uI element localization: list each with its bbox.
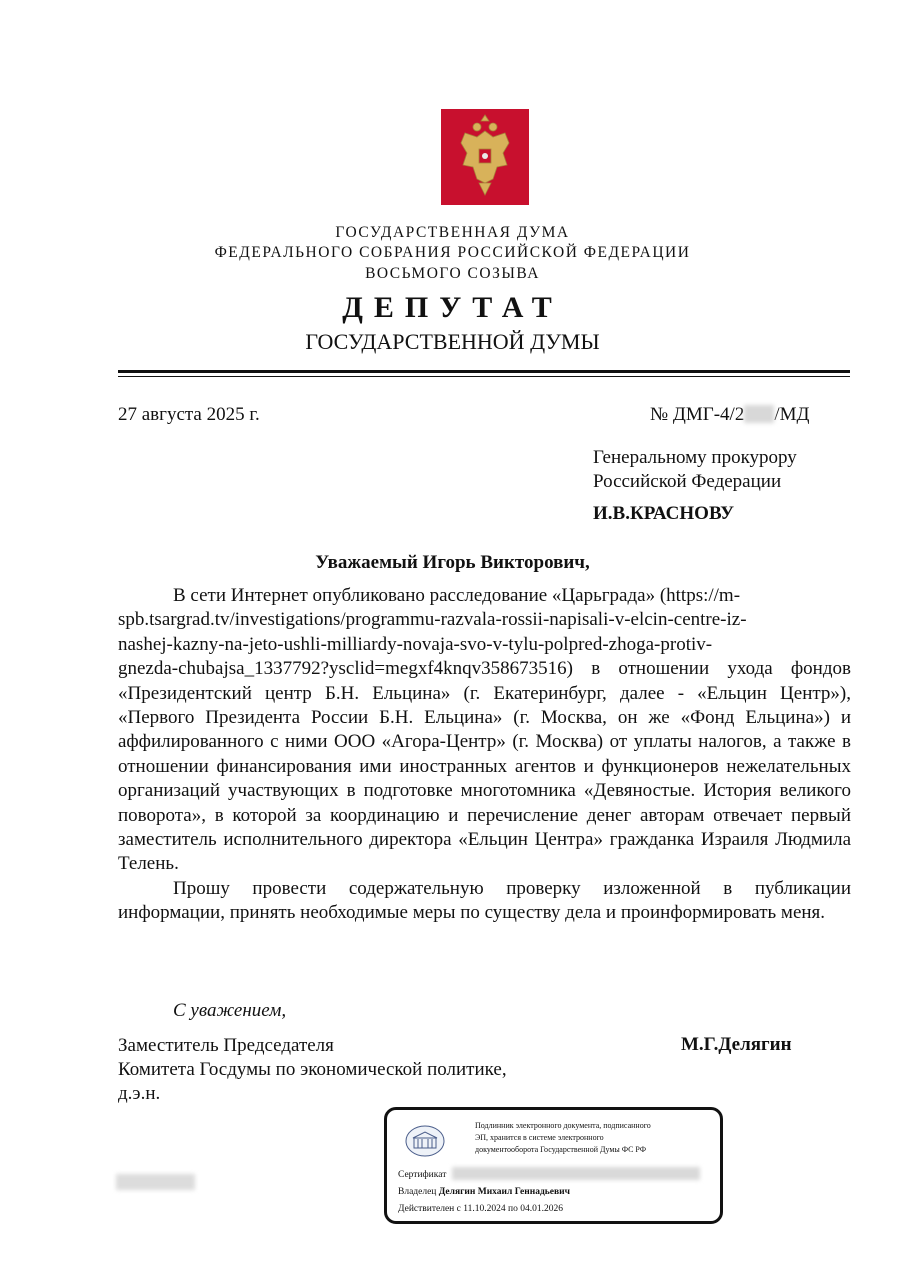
owner-label: Владелец xyxy=(398,1187,437,1197)
doc-number-suffix: /МД xyxy=(774,404,810,425)
body-p1-rest: gnezda-chubajsa_1337792?ysclid=megxf4knqv358673516) в отношении ухода фондов «Президентский центр Б.Н. Ельцина» (г. Екатеринбург, далее - «Ельцин Центр»), «Первого Президента России Б.Н. Ельцина» (г. Москва, он же «Фонд Ельцина») и аффилированного с ними ООО «Агора-Центр» (г. Москва) от уплаты налогов, а также в отношении финансирования ими иностранных агентов и функционеров нежелательных организаций участвующих в подготовке многотомника «Девяностые. История великого поворота», в которой за координацию и перечисление денег авторам отвечает первый заместитель исполнительного директора «Ельцин Центра» гражданка Израиля Людмила Телень. xyxy=(118,658,851,875)
header-rule xyxy=(118,370,850,373)
stamp-header xyxy=(475,1120,715,1156)
header-rule-thin xyxy=(118,376,850,377)
position-line-1: Заместитель Председателя xyxy=(118,1035,334,1056)
cert-label: Сертификат xyxy=(398,1170,447,1180)
duma-building-icon xyxy=(405,1124,445,1158)
owner-name: Делягин Михаил Геннадьевич xyxy=(438,1187,570,1197)
e-signature-stamp xyxy=(384,1107,723,1224)
body-p2: Прошу провести содержательную проверку изложенной в публикации информации, принять необходимые меры по существу дела и проинформировать меня. xyxy=(118,877,851,924)
doc-number xyxy=(650,404,809,426)
recipient-name: И.В.КРАСНОВУ xyxy=(593,503,735,524)
doc-subtitle: ГОСУДАРСТВЕННОЙ ДУМЫ xyxy=(305,329,600,354)
redacted-block xyxy=(116,1174,195,1190)
body-url-line-1: spb.tsargrad.tv/investigations/programmu-razvala-rossii-napisali-v-elcin-centre-iz- xyxy=(118,609,747,631)
header-line-3: ВОСЬМОГО СОЗЫВА xyxy=(365,265,540,282)
greeting: Уважаемый Игорь Викторович, xyxy=(315,552,590,573)
stamp-validity: Действителен с 11.10.2024 по 04.01.2026 xyxy=(398,1204,563,1214)
doc-title: ДЕПУТАТ xyxy=(342,291,563,324)
stamp-text-3: документооборота Государственной Думы ФС РФ xyxy=(475,1145,647,1154)
body-url-line-2: nashej-kazny-na-jeto-ushli-milliardy-novaja-svo-v-tylu-polpred-zhoga-protiv- xyxy=(118,633,713,655)
header-line-2: ФЕДЕРАЛЬНОГО СОБРАНИЯ РОССИЙСКОЙ ФЕДЕРАЦИИ xyxy=(214,244,691,261)
closing: С уважением, xyxy=(173,1000,287,1021)
stamp-certificate xyxy=(398,1167,700,1180)
signatory-position xyxy=(118,1034,507,1106)
doc-number-prefix: № ДМГ-4/2 xyxy=(650,404,745,425)
letter-body xyxy=(118,584,851,926)
stamp-text-2: ЭП, хранится в системе электронного xyxy=(475,1133,604,1142)
doc-date: 27 августа 2025 г. xyxy=(118,404,260,425)
header-line-1: ГОСУДАРСТВЕННАЯ ДУМА xyxy=(335,224,570,241)
stamp-owner xyxy=(398,1187,570,1197)
recipient-line-2: Российской Федерации xyxy=(593,471,782,492)
body-p1-start: В сети Интернет опубликовано расследование «Царьграда» (https://m- xyxy=(173,585,741,606)
redacted-certificate xyxy=(452,1167,700,1180)
academic-degree: д.э.н. xyxy=(118,1083,161,1104)
coat-of-arms-icon xyxy=(441,109,529,205)
stamp-text-1: Подлинник электронного документа, подписанного xyxy=(475,1121,651,1130)
signatory-name: М.Г.Делягин xyxy=(681,1034,792,1055)
redacted-number xyxy=(744,405,774,423)
recipient-line-1: Генеральному прокурору xyxy=(593,447,797,468)
position-line-2: Комитета Госдумы по экономической политике, xyxy=(118,1059,507,1080)
